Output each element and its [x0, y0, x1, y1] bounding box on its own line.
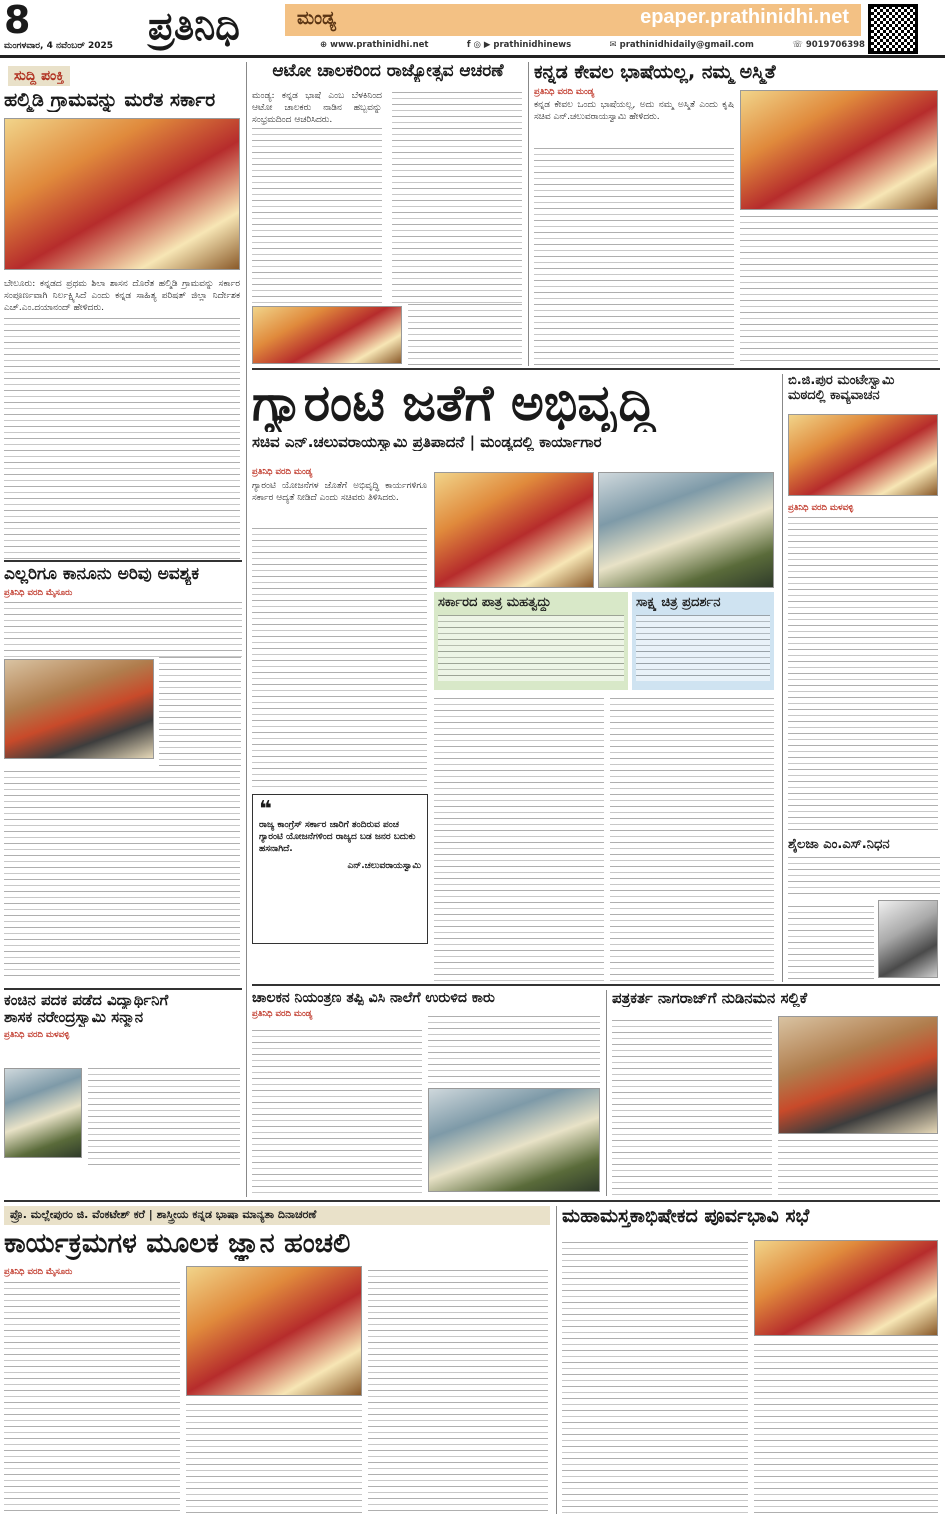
body-text-mahamastaka	[562, 1242, 748, 1514]
box-govt-role-title: ಸರ್ಕಾರದ ಪಾತ್ರ ಮಹತ್ವದ್ದು	[438, 596, 552, 610]
social-handle[interactable]: f ◎ ▶ prathinidhinews	[466, 40, 572, 50]
story-kannada	[534, 62, 940, 366]
box-govt-role-text	[438, 615, 624, 681]
story-bgpura	[788, 374, 940, 834]
lead-guarantee: ಗ್ಯಾರಂಟಿ ಯೋಜನೆಗಳ ಜೊತೆಗೆ ಅಭಿವೃದ್ಧಿ ಕಾರ್ಯಗಳಿಗೂ ಸರ್ಕಾರ ಆದ್ಯತೆ ನೀಡಿದೆ ಎಂದು ಸಚಿವರು ತಿಳಿಸಿದರು.	[252, 481, 427, 503]
body-text-kannada-2	[740, 216, 938, 366]
body-text-auto-2	[392, 92, 522, 306]
headline-knowledge: ಕಾರ್ಯಕ್ರಮಗಳ ಮೂಲಕ ಜ್ಞಾನ ಹಂಚಲಿ	[4, 1227, 351, 1259]
photo-obituary	[878, 900, 938, 978]
kicker-knowledge: ಪ್ರೊ. ಮಲ್ಲೇಪುರಂ ಜಿ. ವೆಂಕಟೇಶ್ ಕರೆ | ಶಾಸ್ತ್ರೀಯ ಕನ್ನಡ ಭಾಷಾ ಮಾನ್ಯತಾ ದಿನಾಚರಣೆ	[4, 1206, 550, 1225]
headline-obituary: ಶೈಲಜಾ ಎಂ.ಎಸ್.ನಿಧನ	[788, 838, 890, 852]
box-documentary	[632, 592, 774, 690]
body-text-guarantee	[252, 528, 427, 788]
headline-guarantee: ಗ್ಯಾರಂಟಿ ಜತೆಗೆ ಅಭಿವೃದ್ಧಿ	[252, 374, 655, 432]
photo-knowledge	[186, 1266, 362, 1396]
body-text-kannada	[534, 148, 734, 366]
body-text-knowledge-3	[368, 1270, 548, 1514]
photo-journalist	[778, 1016, 938, 1134]
body-text-halmidi	[4, 318, 240, 560]
body-text-auto-3	[408, 304, 522, 366]
body-text-car-2	[428, 1016, 600, 1086]
column-rule	[528, 62, 529, 366]
body-text-law	[4, 602, 242, 662]
column-rule	[246, 62, 247, 1197]
column-rule	[782, 374, 783, 982]
contact-row	[320, 40, 865, 50]
body-text-bgpura	[788, 517, 938, 833]
body-text-auto	[252, 128, 382, 306]
photo-halmidi	[4, 118, 240, 270]
lead-kannada: ಕನ್ನಡ ಕೇವಲ ಒಂದು ಭಾಷೆಯಲ್ಲ, ಅದು ನಮ್ಮ ಅಸ್ಮಿತೆ ಎಂದು ಕೃಷಿ ಸಚಿವ ಎನ್.ಚಲುವರಾಯಸ್ವಾಮಿ ಹೇಳಿದರು.	[534, 99, 734, 122]
headline-bgpura-1: ಬಿ.ಜಿ.ಪುರ ಮಂಟೇಸ್ವಾಮಿ	[788, 374, 895, 388]
pull-quote	[252, 794, 428, 944]
story-obituary	[788, 838, 940, 982]
body-text-mahamastaka-2	[754, 1344, 938, 1514]
story-knowledge	[4, 1206, 550, 1514]
quote-mark-icon: ❝	[259, 797, 272, 822]
headline-car: ಚಾಲಕನ ನಿಯಂತ್ರಣ ತಪ್ಪಿ ವಿಸಿ ನಾಲೆಗೆ ಉರುಳಿದ ಕಾರು	[252, 990, 495, 1006]
divider	[252, 984, 940, 986]
page-number: 8	[4, 0, 31, 42]
section-tag: ಸುದ್ದಿ ಪಂಕ್ತಿ	[8, 66, 70, 86]
body-text-guarantee-3	[610, 698, 774, 982]
photo-kannada	[740, 90, 938, 210]
pull-quote-text: ರಾಜ್ಯ ಕಾಂಗ್ರೆಸ್ ಸರ್ಕಾರ ಜಾರಿಗೆ ತಂದಿರುವ ಪಂಚ ಗ್ಯಾರಂಟಿ ಯೋಜನೆಗಳಿಂದ ರಾಜ್ಯದ ಬಡ ಜನರ ಬದುಕು ಹಸನಾಗಿದೆ.	[259, 820, 416, 854]
story-car	[252, 990, 602, 1196]
story-student	[4, 992, 242, 1197]
body-text-obituary	[788, 857, 940, 897]
body-text-student	[88, 1068, 240, 1168]
divider	[4, 1200, 940, 1202]
body-text-knowledge	[4, 1282, 180, 1514]
headline-kannada: ಕನ್ನಡ ಕೇವಲ ಭಾಷೆಯಲ್ಲ, ನಮ್ಮ ಅಸ್ಮಿತೆ	[534, 62, 776, 83]
story-halmidi	[4, 90, 242, 560]
headline-student-2: ಶಾಸಕ ನರೇಂದ್ರಸ್ವಾಮಿ ಸನ್ಮಾನ	[4, 1009, 144, 1027]
headline-halmidi: ಹಲ್ಮಿಡಿ ಗ್ರಾಮವನ್ನು ಮರೆತ ಸರ್ಕಾರ	[4, 90, 216, 111]
body-text-obituary-2	[788, 906, 874, 982]
pull-quote-author: ಎನ್.ಚಲುವರಾಯಸ್ವಾಮಿ	[347, 861, 421, 871]
website-link[interactable]: ⊕ www.prathinidhi.net	[320, 40, 429, 50]
headline-auto: ಆಟೋ ಚಾಲಕರಿಂದ ರಾಜ್ಯೋತ್ಸವ ಆಚರಣೆ	[272, 62, 504, 81]
lead-halmidi: ಬೇಲೂರು: ಕನ್ನಡದ ಪ್ರಥಮ ಶಿಲಾ ಶಾಸನ ದೊರೆತ ಹಲ್ಮಿಡಿ ಗ್ರಾಮವನ್ನು ಸರ್ಕಾರ ಸಂಪೂರ್ಣವಾಗಿ ನಿರ್ಲಕ್ಷ್ಯಿಸಿದೆ ಎಂದು ಕನ್ನಡ ಸಾಹಿತ್ಯ ಪರಿಷತ್ ಜಿಲ್ಲಾ ನಿರ್ದೇಶಕ ಎಚ್.ಎಂ.ದಯಾನಂದ್ ಹೇಳಿದರು.	[4, 279, 240, 313]
divider	[4, 560, 242, 562]
byline-car: ಪ್ರತಿನಿಧಿ ವರದಿ ಮಂಡ್ಯ	[252, 1009, 313, 1020]
story-mahamastaka	[562, 1206, 940, 1514]
photo-guarantee-2	[598, 472, 774, 588]
body-text-knowledge-2	[186, 1404, 362, 1514]
byline-kannada: ಪ್ರತಿನಿಧಿ ವರದಿ ಮಂಡ್ಯ	[534, 86, 595, 97]
story-law	[4, 565, 242, 985]
story-journalist	[612, 990, 940, 1196]
byline-student: ಪ್ರತಿನಿಧಿ ವರದಿ ಮಳವಳ್ಳಿ	[4, 1029, 70, 1040]
headline-journalist: ಪತ್ರಕರ್ತ ನಾಗರಾಜ್‌ಗೆ ನುಡಿನಮನ ಸಲ್ಲಿಕೆ	[612, 990, 808, 1007]
headline-bgpura-2: ಮಠದಲ್ಲಿ ಕಾವ್ಯವಾಚನ	[788, 388, 880, 403]
photo-student	[4, 1068, 82, 1158]
newspaper-logo: ಪ್ರತಿನಿಧಿ	[148, 3, 240, 48]
story-guarantee	[252, 374, 778, 982]
byline-guarantee: ಪ್ರತಿನಿಧಿ ವರದಿ ಮಂಡ್ಯ	[252, 467, 313, 477]
body-text-law-cont	[4, 771, 240, 981]
divider	[252, 368, 940, 370]
subhead-guarantee: ಸಚಿವ ಎನ್.ಚಲುವರಾಯಸ್ವಾಮಿ ಪ್ರತಿಪಾದನೆ | ಮಂಡ್ಯದಲ್ಲಿ ಕಾರ್ಯಾಗಾರ	[252, 434, 602, 451]
photo-law	[4, 659, 154, 759]
epaper-url[interactable]: epaper.prathinidhi.net	[640, 6, 849, 28]
body-text-guarantee-2	[434, 698, 604, 982]
body-text-law-side	[159, 657, 241, 767]
qr-code-icon	[868, 4, 918, 54]
publication-date: ಮಂಗಳವಾರ, 4 ನವೆಂಬರ್ 2025	[4, 41, 114, 51]
photo-auto	[252, 306, 402, 364]
headline-mahamastaka: ಮಹಾಮಸ್ತಕಾಭಿಷೇಕದ ಪೂರ್ವಭಾವಿ ಸಭೆ	[562, 1206, 810, 1227]
box-documentary-text	[636, 615, 770, 681]
byline-bgpura: ಪ್ರತಿನಿಧಿ ವರದಿ ಮಳವಳ್ಳಿ	[788, 503, 854, 513]
body-text-journalist-2	[778, 1140, 938, 1196]
byline-knowledge: ಪ್ರತಿನಿಧಿ ವರದಿ ಮೈಸೂರು	[4, 1267, 73, 1277]
phone-number: ☏ 9019706398	[792, 40, 865, 50]
box-documentary-title: ಸಾಕ್ಷ್ಯ ಚಿತ್ರ ಪ್ರದರ್ಶನ	[636, 596, 721, 610]
byline-law: ಪ್ರತಿನಿಧಿ ವರದಿ ಮೈಸೂರು	[4, 587, 73, 598]
headline-student-1: ಕಂಚಿನ ಪದಕ ಪಡೆದ ವಿದ್ಯಾರ್ಥಿನಿಗೆ	[4, 992, 169, 1009]
email-link[interactable]: ✉ prathinidhidaily@gmail.com	[609, 40, 754, 50]
masthead	[0, 0, 945, 58]
box-govt-role	[434, 592, 628, 690]
column-rule	[606, 990, 607, 1196]
divider	[4, 988, 242, 990]
photo-bgpura	[788, 414, 938, 496]
photo-car	[428, 1088, 600, 1192]
body-text-journalist	[612, 1020, 772, 1196]
photo-guarantee-1	[434, 472, 594, 588]
column-rule	[556, 1206, 557, 1514]
lead-auto: ಮಂಡ್ಯ: ಕನ್ನಡ ಭಾಷೆ ಎಂಬ ಬೆಳಕಿನಿಂದ ಆಟೋ ಚಾಲಕರು ನಾಡಿನ ಹಬ್ಬವನ್ನು ಸಂಭ್ರಮದಿಂದ ಆಚರಿಸಿದರು.	[252, 91, 382, 125]
body-text-car	[252, 1030, 422, 1196]
edition-name: ಮಂಡ್ಯ	[297, 8, 337, 29]
photo-mahamastaka	[754, 1240, 938, 1336]
story-auto	[252, 62, 524, 366]
headline-law: ಎಲ್ಲರಿಗೂ ಕಾನೂನು ಅರಿವು ಅವಶ್ಯಕ	[4, 565, 199, 584]
edition-bar	[285, 4, 861, 36]
